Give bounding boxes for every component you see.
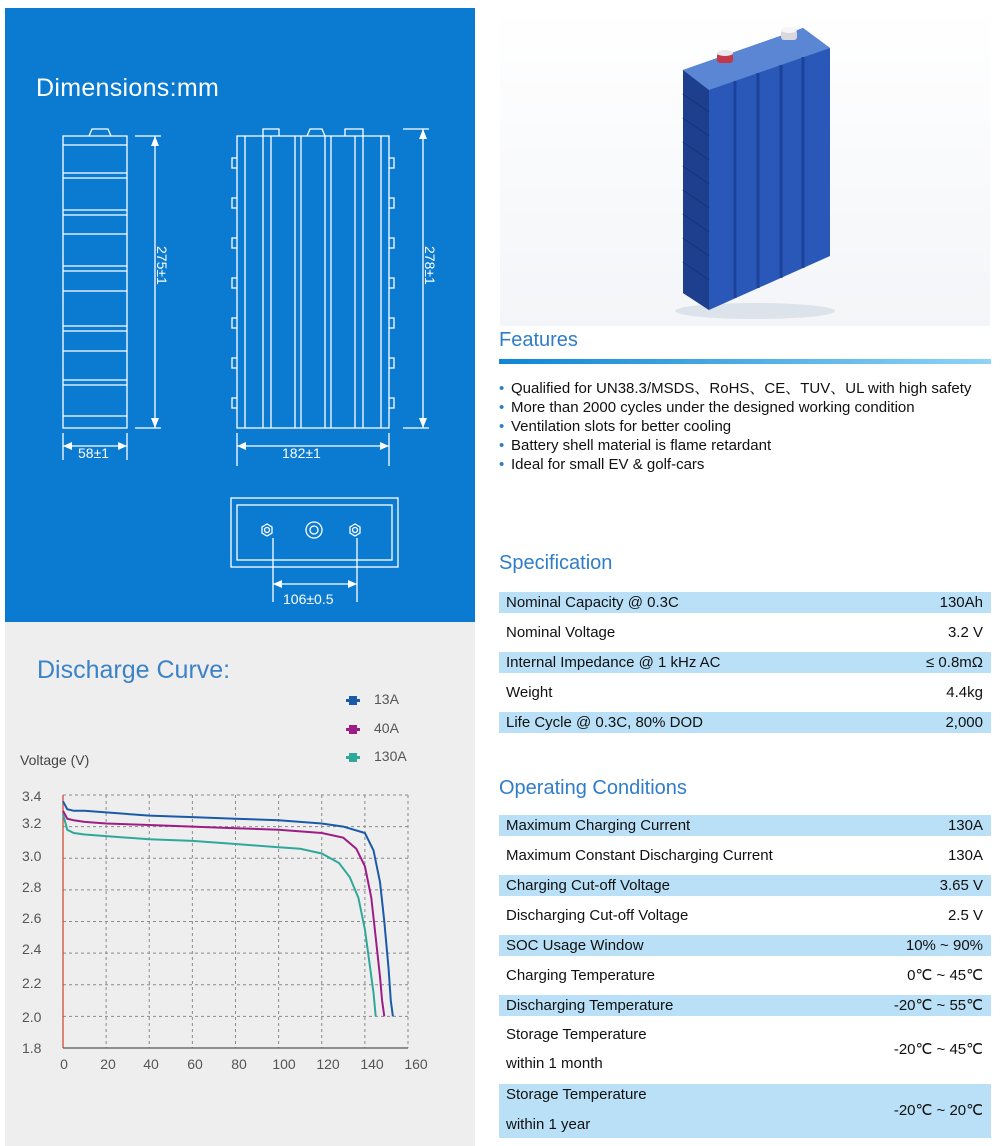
specification-title: Specification (499, 552, 613, 574)
spec-row (499, 712, 991, 733)
op-value: 130A (947, 817, 983, 834)
y-tick-label: 2.6 (22, 910, 42, 926)
op-label: Charging Cut-off Voltage (506, 877, 670, 894)
op-label: Maximum Charging Current (506, 817, 691, 834)
discharge-chart (0, 0, 480, 1146)
op-row (499, 815, 991, 836)
y-tick-label: 2.8 (22, 879, 42, 895)
series-line-40a (63, 811, 384, 1017)
discharge-title: Discharge Curve: (37, 656, 231, 684)
feature-item: • More than 2000 cycles under the designed working condition (497, 399, 997, 417)
spec-value: ≤ 0.8mΩ (926, 654, 983, 671)
legend-label: 13A (374, 691, 399, 707)
op-label: Maximum Constant Discharging Current (506, 847, 773, 864)
x-tick-label: 100 (272, 1056, 296, 1072)
op-row (499, 875, 991, 896)
terminal-negative (781, 27, 797, 40)
legend-label: 40A (374, 720, 399, 736)
op-value: -20℃ ~ 20℃ (893, 1102, 983, 1119)
spec-value: 3.2 V (947, 624, 983, 641)
y-tick-label: 2.2 (22, 975, 42, 991)
y-tick-label: 2.4 (22, 941, 42, 957)
specification-table (499, 592, 991, 733)
legend-label: 130A (374, 748, 407, 764)
op-label-secondary: within 1 month (506, 1055, 603, 1072)
y-tick-label: 1.8 (22, 1040, 42, 1056)
features-title: Features (499, 329, 578, 351)
op-row (499, 995, 991, 1016)
y-tick-label: 3.2 (22, 815, 42, 831)
op-value: -20℃ ~ 55℃ (893, 997, 983, 1014)
op-row (499, 1024, 991, 1076)
spec-row (499, 592, 991, 613)
feature-item: • Battery shell material is flame retardant (497, 437, 997, 455)
x-tick-label: 160 (404, 1056, 428, 1072)
x-tick-label: 80 (231, 1056, 247, 1072)
side-width-label: 58±1 (78, 445, 110, 461)
feature-item: • Qualified for UN38.3/MSDS、RoHS、CE、TUV、UL with high safety (497, 380, 997, 398)
op-label: Discharging Temperature (506, 997, 674, 1014)
dimensions-title: Dimensions:mm (36, 74, 220, 102)
terminal-spacing-label: 106±0.5 (283, 591, 334, 607)
spec-label: Internal Impedance @ 1 kHz AC (506, 654, 721, 671)
x-tick-label: 20 (100, 1056, 116, 1072)
terminal-positive (717, 50, 733, 63)
feature-item: • Ventilation slots for better cooling (497, 418, 997, 436)
x-tick-label: 60 (187, 1056, 203, 1072)
spec-row (499, 652, 991, 673)
x-tick-label: 140 (360, 1056, 384, 1072)
op-label: Discharging Cut-off Voltage (506, 907, 689, 924)
product-image (500, 8, 990, 326)
x-tick-label: 0 (60, 1056, 68, 1072)
op-value: 0℃ ~ 45℃ (907, 967, 983, 984)
op-value: 2.5 V (947, 907, 983, 924)
spec-value: 4.4kg (946, 684, 983, 701)
spec-value: 2,000 (945, 714, 983, 731)
op-row (499, 845, 991, 866)
series-line-13a (63, 801, 393, 1016)
y-tick-label: 2.0 (22, 1009, 42, 1025)
op-row (499, 905, 991, 926)
battery-cell-illustration (500, 8, 990, 326)
operating-title: Operating Conditions (499, 777, 687, 799)
series-line-130a (63, 814, 376, 1016)
op-row (499, 965, 991, 986)
op-value: 10% ~ 90% (905, 937, 983, 954)
op-row (499, 1084, 991, 1138)
op-label-secondary: within 1 year (506, 1116, 591, 1133)
op-value: -20℃ ~ 45℃ (893, 1041, 983, 1058)
front-width-label: 182±1 (282, 445, 321, 461)
features-list (497, 380, 997, 475)
x-tick-label: 40 (143, 1056, 159, 1072)
op-value: 130A (947, 847, 983, 864)
op-label: Storage Temperature (506, 1026, 647, 1043)
y-tick-label: 3.4 (22, 788, 42, 804)
op-label: SOC Usage Window (506, 937, 644, 954)
side-height-label: 275±1 (154, 246, 170, 285)
section-divider (499, 359, 991, 364)
feature-item: • Ideal for small EV & golf-cars (497, 456, 997, 474)
x-tick-label: 120 (316, 1056, 340, 1072)
spec-label: Nominal Capacity @ 0.3C (506, 594, 679, 611)
y-axis-label: Voltage (V) (20, 752, 90, 768)
op-label: Storage Temperature (506, 1086, 647, 1103)
op-value: 3.65 V (939, 877, 983, 894)
spec-row (499, 622, 991, 643)
op-row (499, 935, 991, 956)
y-tick-label: 3.0 (22, 848, 42, 864)
spec-label: Weight (506, 684, 553, 701)
spec-label: Nominal Voltage (506, 624, 616, 641)
spec-value: 130Ah (939, 594, 983, 611)
operating-table (499, 815, 991, 1138)
spec-row (499, 682, 991, 703)
front-height-label: 278±1 (422, 246, 438, 285)
op-label: Charging Temperature (506, 967, 655, 984)
spec-label: Life Cycle @ 0.3C, 80% DOD (506, 714, 703, 731)
